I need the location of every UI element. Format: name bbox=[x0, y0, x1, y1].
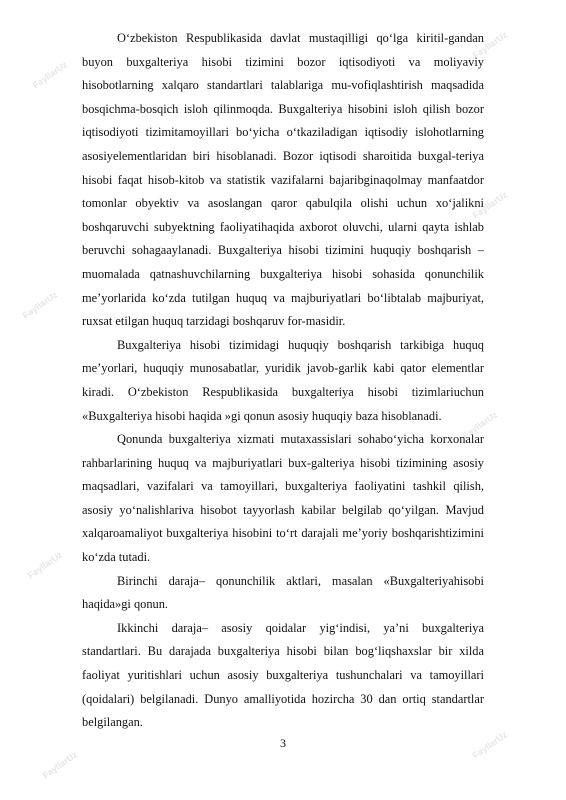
watermark: FayllarUz bbox=[470, 189, 510, 221]
watermark: FayllarUz bbox=[470, 29, 510, 61]
watermark: FayllarUz bbox=[30, 59, 70, 91]
paragraph: Ikkinchi daraja– asosiy qoidalar yig‘indisi, ya’ni buxgalteriya standartlari. Bu darajada buxgalteriya hisobi bilan bog‘liqshaxslar bir xilda faoliyat yuritishlari uchun asosiy buxgalteriya tushunchalari va tamoyillari (qoidalari) belgilanadi. Dunyo amalliyotida hozircha 30 dan ortiq standartlar belgilangan. bbox=[82, 620, 484, 730]
page-number: 3 bbox=[280, 736, 286, 750]
watermark: FayllarUz bbox=[25, 549, 65, 581]
paragraph: Qonunda buxgalteriya xizmati mutaxassislari sohabo‘yicha korxonalar rahbarlarining huquq va majburiyatlari bux-galteriya hisobi tizimining asosiy maqsadlari, vazifalari va tamoyillari, buxgalteriya faoliyatini tashkil qilish, asosiy yo‘nalishlariva hisobot tayyorlash kabilar belgilab qo‘yilgan. Mavjud xalqaroamaliyot buxgalteriya hisobini to‘rt darajali me’yoriy boshqarishtizimini ko‘zda tutadi. bbox=[82, 432, 484, 565]
paragraph: Birinchi daraja– qonunchilik aktlari, masalan «Buxgalteriyahisobi haqida»gi qonun. bbox=[82, 573, 484, 612]
paragraph: Buxgalteriya hisobi tizimidagi huquqiy boshqarish tarkibiga huquq me’yorlari, huquqiy munosabatlar, yuridik javob-garlik kabi qator elementlar kiradi. O‘zbekiston Respublikasida buxgalteriya hisobi tizimlariuchun «Buxgalteriya hisobi haqida »gi qonun asosiy huquqiy baza hisoblanadi. bbox=[82, 337, 484, 423]
watermark: FayllarUz bbox=[460, 409, 500, 441]
document-body bbox=[82, 27, 484, 735]
watermark: FayllarUz bbox=[470, 729, 510, 761]
watermark: FayllarUz bbox=[40, 749, 80, 781]
paragraph: O‘zbekiston Respublikasida davlat mustaqilligi qo‘lga kiritil-gandan buyon buxgalteriya hisobi tizimini bozor iqtisodiyoti va moliyaviy hisobotlarning xalqaro standartlari talablariga mu-vofiqlashtirish maqsadida bosqichma-bosqich isloh qilinmoqda. Buxgalteriya hisobini isloh qilish bozor iqtisodiyoti tizimitamoyillari bo‘yicha o‘tkaziladigan iqtisodiy islohotlarning asosiyelementlaridan biri hisoblanadi. Bozor iqtisodi sharoitida buxgal-teriya hisobi faqat hisob-kitob va statistik vazifalarni bajaribginaqolmay manfaatdor tomonlar obyektiv va asoslangan qaror qabulqila olishi uchun xo‘jalikni boshqaruvchi subyektning faoliyatihaqida axborot oluvchi, ularni qayta ishlab beruvchi sohagaaylanadi. Buxgalteriya hisobi tizimini huquqiy boshqarish – muomalada qatnashuvchilarning buxgalteriya hisobi sohasida qonunchilik me’yorlarida ko‘zda tutilgan huquq va majburiyatlari bo‘libtalab majburiyat, ruxsat etilgan huquq tarzidagi boshqaruv for-masidir. bbox=[82, 31, 484, 329]
watermark: FayllarUz bbox=[20, 289, 60, 321]
